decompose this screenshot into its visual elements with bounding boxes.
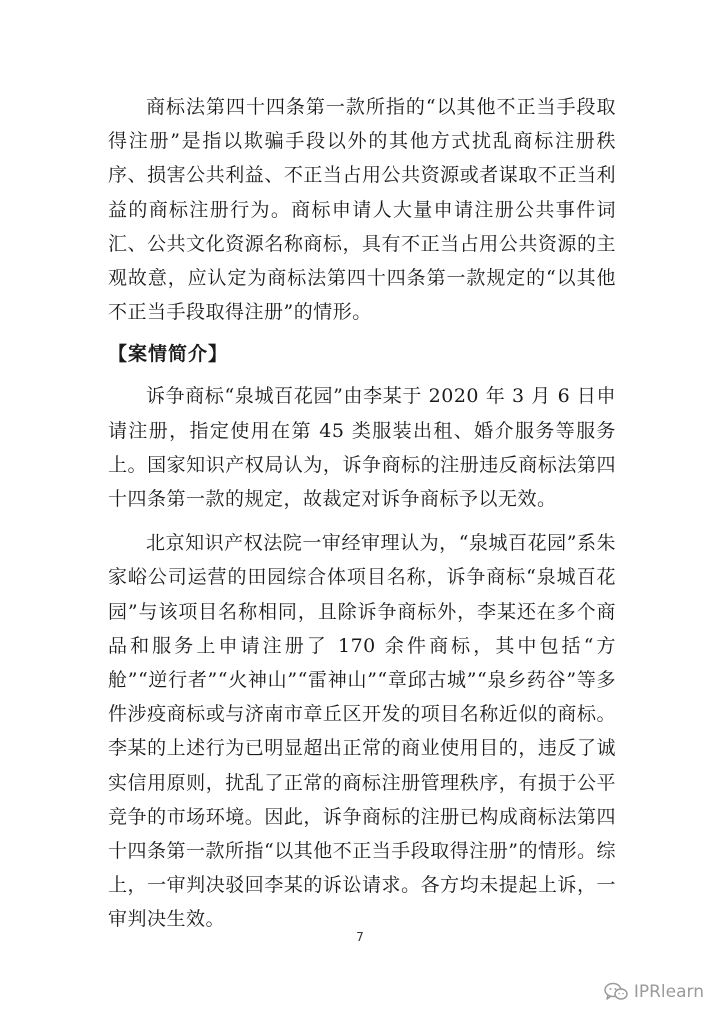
case-paragraph-2: 北京知识产权法院一审经审理认为，“泉城百花园”系朱家峪公司运营的田园综合体项目名称，诉争商标“泉城百花园”与该项目名称相同，且除诉争商标外，李某还在多个商品和服务上申请注册了 170 余件商标，其中包括“方舱”“逆行者”“火神山”“雷神山”“章邱古城”“泉乡药谷”等多件涉疫商标或与济南市章丘区开发的项目名称近似的商标。李某的上述行为已明显超出正常的商业使用目的，违反了诚实信用原则，扰乱了正常的商标注册管理秩序，有损于公平竞争的市场环境。因此，诉争商标的注册已构成商标法第四十四条第一款所指“以其他不正当手段取得注册”的情形。综上，一审判决驳回李某的诉讼请求。各方均未提起上诉，一审判决生效。: [108, 532, 616, 931]
case-paragraph-1: 诉争商标“泉城百花园”由李某于 2020 年 3 月 6 日申请注册，指定使用在第 45 类服装出租、婚介服务等服务上。国家知识产权局认为，诉争商标的注册违反商标法第四十四条第一款的规定，故裁定对诉争商标予以无效。: [108, 385, 616, 511]
document-body: [108, 90, 616, 937]
watermark: [604, 982, 704, 1002]
wechat-icon: [604, 982, 628, 1002]
page-number: 7: [356, 930, 364, 944]
intro-paragraph: 商标法第四十四条第一款所指的“以其他不正当手段取得注册”是指以欺骗手段以外的其他方式扰乱商标注册秩序、损害公共利益、不正当占用公共资源或者谋取不正当利益的商标注册行为。商标申请人大量申请注册公共事件词汇、公共文化资源名称商标，具有不正当占用公共资源的主观故意，应认定为商标法第四十四条第一款规定的“以其他不正当手段取得注册”的情形。: [108, 96, 616, 324]
watermark-text: IPRlearn: [633, 982, 704, 1002]
section-heading: 【案情简介】: [108, 343, 229, 366]
